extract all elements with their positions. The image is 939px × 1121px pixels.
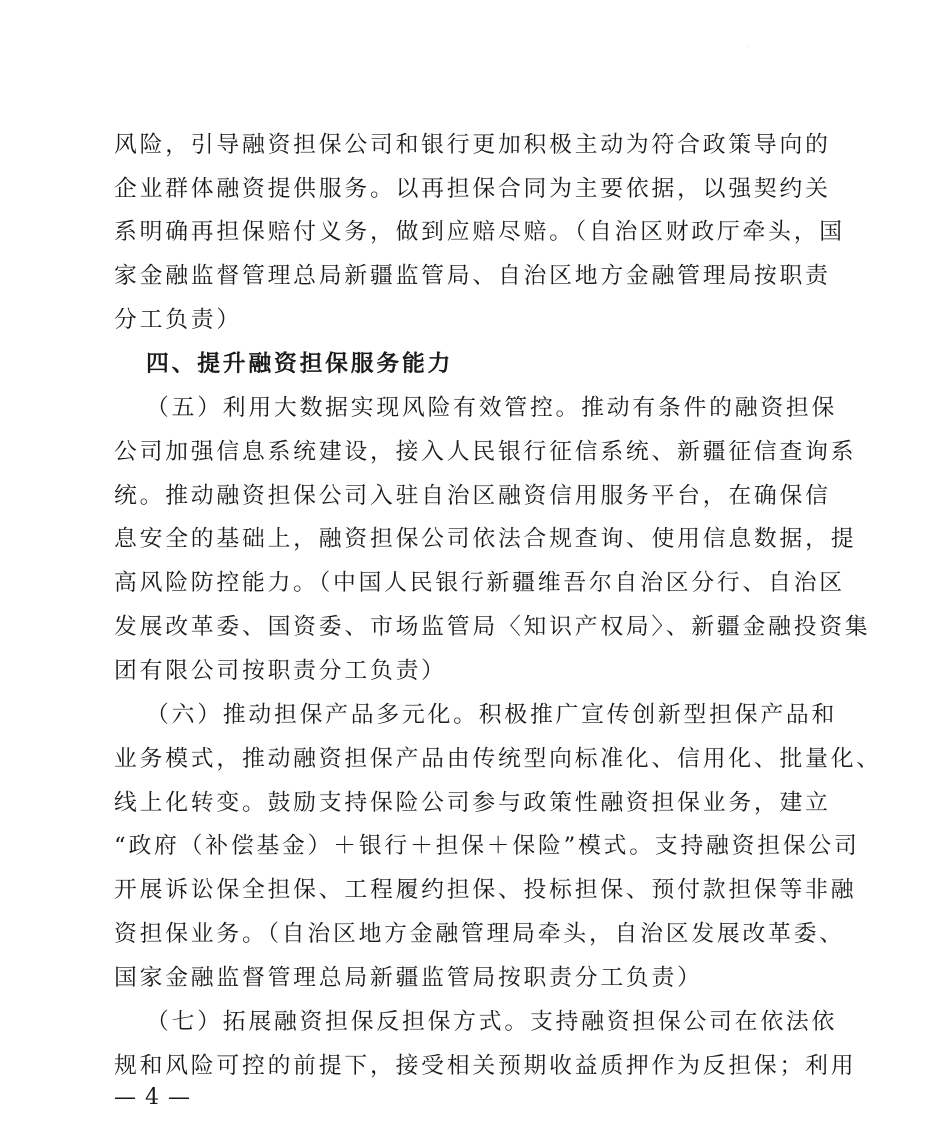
body-line: “政府（补偿基金）＋银行＋担保＋保险”模式。支持融资担保公司: [114, 833, 860, 859]
body-line: 规和风险可控的前提下，接受相关预期收益质押作为反担保；利用: [114, 1053, 857, 1079]
paragraph-start-line: （七）拓展融资担保反担保方式。支持融资担保公司在依法依: [146, 1009, 838, 1035]
body-line: 息安全的基础上，融资担保公司依法合规查询、使用信息数据，提: [114, 526, 857, 552]
body-line: 企业群体融资提供服务。以再担保合同为主要依据，以强契约关: [114, 176, 831, 202]
body-line: 高风险防控能力。（中国人民银行新疆维吾尔自治区分行、自治区: [114, 570, 845, 596]
body-line: 业务模式，推动融资担保产品由传统型向标准化、信用化、批量化、: [114, 746, 882, 772]
body-line: 统。推动融资担保公司入驻自治区融资信用服务平台，在确保信: [114, 483, 831, 509]
section-heading: 四、提升融资担保服务能力: [146, 351, 454, 377]
paragraph-start-line: （六）推动担保产品多元化。积极推广宣传创新型担保产品和: [146, 702, 838, 728]
body-line: 风险，引导融资担保公司和银行更加积极主动为符合政策导向的: [114, 132, 831, 158]
page-number: — 4 —: [114, 1085, 191, 1110]
body-line: 开展诉讼保全担保、工程履约担保、投标担保、预付款担保等非融: [114, 877, 857, 903]
body-line: 发展改革委、国资委、市场监管局〈知识产权局〉、新疆金融投资集: [114, 614, 871, 640]
body-line: 线上化转变。鼓励支持保险公司参与政策性融资担保业务，建立: [114, 790, 831, 816]
paragraph-start-line: （五）利用大数据实现风险有效管控。推动有条件的融资担保: [146, 395, 838, 421]
body-line: 国家金融监督管理总局新疆监管局按职责分工负责）: [114, 965, 703, 991]
body-line: 资担保业务。（自治区地方金融管理局牵头，自治区发展改革委、: [114, 921, 845, 947]
body-line: 公司加强信息系统建设，接入人民银行征信系统、新疆征信查询系: [114, 439, 857, 465]
body-line: 系明确再担保赔付义务，做到应赔尽赔。（自治区财政厅牵头，国: [114, 219, 845, 245]
scan-speck: [748, 46, 749, 47]
body-line: 分工负责）: [114, 307, 242, 333]
body-line: 团有限公司按职责分工负责）: [114, 658, 447, 684]
body-line: 家金融监督管理总局新疆监管局、自治区地方金融管理局按职责: [114, 263, 831, 289]
